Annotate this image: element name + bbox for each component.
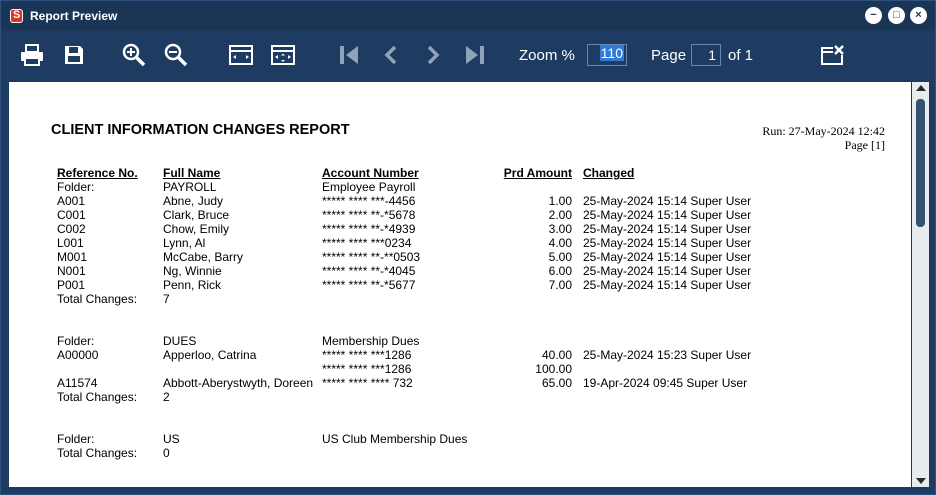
zoom-label: Zoom % xyxy=(519,47,575,64)
row-account-number: ***** **** **-**0503 xyxy=(322,250,421,264)
last-page-button[interactable] xyxy=(460,40,490,70)
row-full-name: PAYROLL xyxy=(163,180,217,194)
printer-icon xyxy=(20,44,44,66)
zoom-value: 110 xyxy=(600,45,623,61)
row-ref: A00000 xyxy=(57,348,99,362)
fit-width-icon xyxy=(229,45,253,65)
row-account-number: ***** **** ***1286 xyxy=(322,362,412,376)
row-amount: 2.00 xyxy=(548,208,572,222)
save-icon xyxy=(64,45,84,65)
title-bar xyxy=(1,1,935,31)
row-ref: L001 xyxy=(57,236,84,250)
row-full-name: McCabe, Barry xyxy=(163,250,244,264)
close-preview-icon xyxy=(821,45,845,65)
row-ref: Folder: xyxy=(57,432,95,446)
report-run-info xyxy=(762,124,885,152)
row-changed: 25-May-2024 15:14 Super User xyxy=(583,222,752,236)
minimize-button[interactable]: − xyxy=(865,7,882,24)
fit-page-icon xyxy=(271,45,295,65)
column-header-name: Full Name xyxy=(163,166,221,180)
row-ref: C002 xyxy=(57,222,86,236)
row-ref: A001 xyxy=(57,194,86,208)
zoom-in-icon xyxy=(122,43,146,67)
row-full-name: 0 xyxy=(163,446,170,460)
page-count-label: of 1 xyxy=(728,47,754,64)
row-amount: 7.00 xyxy=(548,278,572,292)
row-changed: 25-May-2024 15:23 Super User xyxy=(583,348,752,362)
row-changed: 19-Apr-2024 09:45 Super User xyxy=(583,376,748,390)
row-amount: 4.00 xyxy=(548,236,572,250)
row-account-number: ***** **** **-*5677 xyxy=(322,278,416,292)
row-changed: 25-May-2024 15:14 Super User xyxy=(583,208,752,222)
row-amount: 5.00 xyxy=(548,250,572,264)
row-ref: Total Changes: xyxy=(57,390,138,404)
zoom-out-button[interactable] xyxy=(161,40,191,70)
print-button[interactable] xyxy=(17,40,47,70)
next-page-icon xyxy=(426,45,440,65)
row-account-number: ***** **** **-*5678 xyxy=(322,208,416,222)
close-preview-button[interactable] xyxy=(818,40,848,70)
row-full-name: US xyxy=(163,432,180,446)
last-page-icon xyxy=(465,45,485,65)
row-full-name: DUES xyxy=(163,334,197,348)
toolbar xyxy=(1,31,935,79)
scroll-up-arrow-icon[interactable] xyxy=(916,85,926,91)
zoom-out-icon xyxy=(164,43,188,67)
maximize-button[interactable]: □ xyxy=(888,7,905,24)
row-ref: Total Changes: xyxy=(57,446,138,460)
row-ref: P001 xyxy=(57,278,86,292)
row-full-name: Apperloo, Catrina xyxy=(163,348,257,362)
row-full-name: Abbott-Aberystwyth, Doreen xyxy=(163,376,314,390)
row-full-name: Chow, Emily xyxy=(163,222,230,236)
first-page-button[interactable] xyxy=(334,40,364,70)
row-account-number: ***** **** ***1286 xyxy=(322,348,412,362)
row-amount: 100.00 xyxy=(535,362,572,376)
row-amount: 65.00 xyxy=(541,376,572,390)
row-full-name: Abne, Judy xyxy=(163,194,224,208)
close-button[interactable]: × xyxy=(910,7,927,24)
row-full-name: Penn, Rick xyxy=(163,278,222,292)
row-ref: Total Changes: xyxy=(57,292,138,306)
first-page-icon xyxy=(339,45,359,65)
fit-width-button[interactable] xyxy=(226,40,256,70)
app-icon-letter: S xyxy=(13,9,21,21)
row-ref: N001 xyxy=(57,264,86,278)
row-ref: C001 xyxy=(57,208,86,222)
row-account-number: Employee Payroll xyxy=(322,180,416,194)
column-header-amount: Prd Amount xyxy=(503,166,572,180)
row-ref: Folder: xyxy=(57,180,95,194)
row-full-name: 7 xyxy=(163,292,170,306)
row-account-number: ***** **** **-*4045 xyxy=(322,264,416,278)
row-account-number: ***** **** **-*4939 xyxy=(322,222,416,236)
scroll-down-arrow-icon[interactable] xyxy=(916,478,926,484)
run-timestamp: Run: 27-May-2024 12:42 xyxy=(762,124,885,138)
report-page-number: Page [1] xyxy=(844,138,885,152)
row-full-name: Clark, Bruce xyxy=(163,208,230,222)
row-account-number: Membership Dues xyxy=(322,334,420,348)
app-icon xyxy=(10,9,23,23)
column-header-ref: Reference No. xyxy=(57,166,138,180)
row-account-number: US Club Membership Dues xyxy=(322,432,468,446)
page-input[interactable]: 1 xyxy=(691,44,721,66)
row-ref: A11574 xyxy=(57,376,98,390)
row-ref: Folder: xyxy=(57,334,95,348)
row-changed: 25-May-2024 15:14 Super User xyxy=(583,194,752,208)
column-header-account: Account Number xyxy=(322,166,419,180)
page-label: Page xyxy=(651,47,687,64)
row-amount: 3.00 xyxy=(548,222,572,236)
row-amount: 6.00 xyxy=(548,264,572,278)
zoom-input[interactable] xyxy=(587,44,627,66)
previous-page-icon xyxy=(384,45,398,65)
zoom-in-button[interactable] xyxy=(119,40,149,70)
previous-page-button[interactable] xyxy=(376,40,406,70)
row-account-number: ***** **** ***-4456 xyxy=(322,194,416,208)
fit-page-button[interactable] xyxy=(268,40,298,70)
report-page xyxy=(9,82,911,487)
window-title: Report Preview xyxy=(30,9,118,23)
row-amount: 40.00 xyxy=(541,348,572,362)
save-button[interactable] xyxy=(59,40,89,70)
row-changed: 25-May-2024 15:14 Super User xyxy=(583,236,752,250)
next-page-button[interactable] xyxy=(418,40,448,70)
scrollbar-thumb[interactable] xyxy=(916,99,925,227)
row-full-name: 2 xyxy=(163,390,170,404)
row-account-number: ***** **** **** 732 xyxy=(322,376,413,390)
vertical-scrollbar[interactable] xyxy=(912,82,929,487)
report-title: CLIENT INFORMATION CHANGES REPORT xyxy=(51,122,350,138)
row-changed: 25-May-2024 15:14 Super User xyxy=(583,250,752,264)
row-full-name: Ng, Winnie xyxy=(163,264,222,278)
row-changed: 25-May-2024 15:14 Super User xyxy=(583,264,752,278)
row-changed: 25-May-2024 15:14 Super User xyxy=(583,278,752,292)
row-account-number: ***** **** ***0234 xyxy=(322,236,412,250)
row-amount: 1.00 xyxy=(548,194,572,208)
row-ref: M001 xyxy=(57,250,88,264)
column-header-changed: Changed xyxy=(583,166,635,180)
row-full-name: Lynn, Al xyxy=(163,236,206,250)
